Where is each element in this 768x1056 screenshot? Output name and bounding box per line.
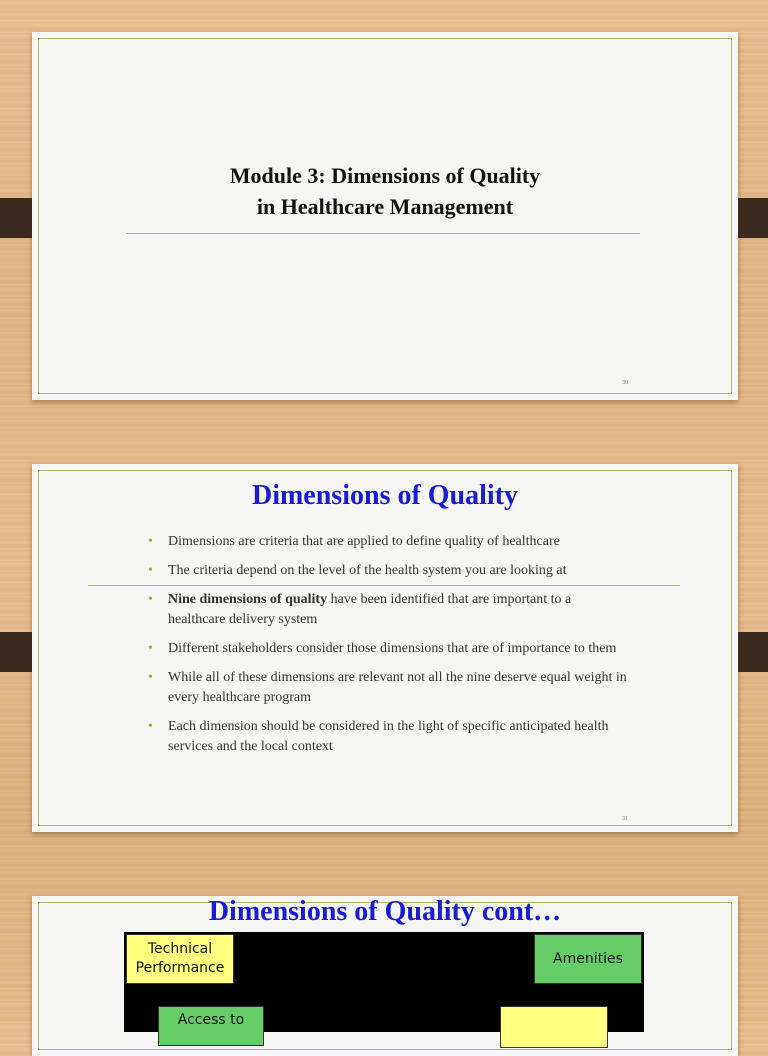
slide-32 <box>32 896 738 1056</box>
bullet-item: • Nine dimensions of quality have been identified that are important to a healthcare delivery system <box>148 592 572 627</box>
slide-title: Dimensions of Quality <box>251 480 519 511</box>
dimensions-diagram <box>124 932 644 1032</box>
box-technical-performance: Technical Performance <box>126 934 234 984</box>
bullet-item: • Dimensions are criteria that are applied to define quality of healthcare <box>148 532 628 552</box>
slide-30 <box>32 32 738 400</box>
bullet-bold-text: Nine dimensions of quality <box>168 592 328 607</box>
slide-number: 31 <box>622 816 628 822</box>
slide-title <box>32 160 738 222</box>
box-partial <box>500 1006 608 1048</box>
bullet-item: • Different stakeholders consider those dimensions that are of importance to them <box>148 639 628 659</box>
bullet-item: • While all of these dimensions are relevant not all the nine deserve equal weight in every healthcare program <box>148 670 627 705</box>
bullet-icon: • <box>148 563 153 578</box>
slide-number: 30 <box>622 380 628 386</box>
bullet-icon: • <box>148 641 153 656</box>
slide-31 <box>32 464 738 832</box>
slide-title-line-1: Module 3: Dimensions of Quality <box>229 163 541 188</box>
bullet-icon: • <box>148 592 153 607</box>
bullet-list <box>148 532 628 766</box>
bullet-item: • The criteria depend on the level of the health system you are looking at <box>148 561 628 581</box>
bullet-icon: • <box>148 719 153 734</box>
slide-title: Dimensions of Quality cont… <box>208 896 562 927</box>
bullet-icon: • <box>148 670 153 685</box>
box-access: Access to <box>158 1006 264 1046</box>
bullet-item: • Each dimension should be considered in the light of specific anticipated health services and the local context <box>148 719 609 754</box>
slide-title-line-2: in Healthcare Management <box>256 194 514 219</box>
bullet-icon: • <box>148 534 153 549</box>
box-amenities: Amenities <box>534 934 642 984</box>
title-underline <box>126 233 640 234</box>
